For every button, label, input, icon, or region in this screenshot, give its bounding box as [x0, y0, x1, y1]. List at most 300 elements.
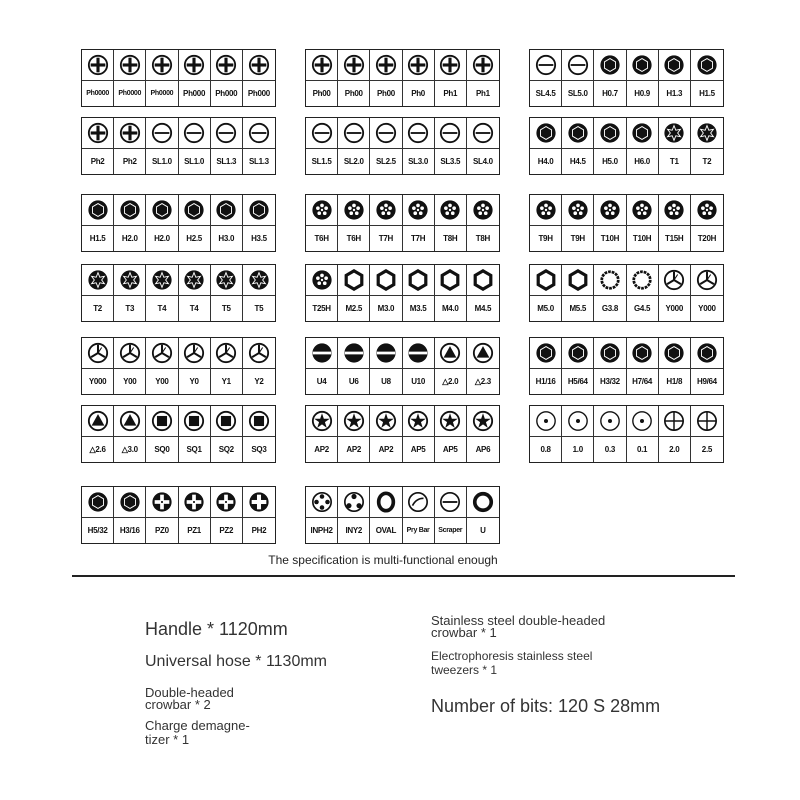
bit-label: △2.6 — [89, 445, 106, 454]
bit-label: G3.8 — [601, 304, 618, 313]
oval-icon — [370, 487, 401, 518]
bit-label: Ph000 — [215, 89, 238, 98]
bit-cell — [435, 406, 467, 462]
bit-label: AP2 — [378, 445, 394, 454]
bit-cell — [306, 118, 338, 174]
bit-cell — [82, 118, 114, 174]
triangle-icon — [435, 338, 466, 369]
bit-cell — [659, 118, 691, 174]
bit-cell — [370, 195, 402, 251]
bit-label: Ph1 — [443, 89, 458, 98]
bit-block — [305, 486, 500, 544]
bit-label: PZ2 — [219, 526, 234, 535]
bit-label: H1.5 — [89, 234, 106, 243]
hex-icon — [594, 50, 625, 81]
bit-block — [305, 405, 500, 463]
bit-cell — [659, 265, 691, 321]
torx-icon — [243, 265, 275, 296]
bit-cell — [467, 338, 499, 394]
square-icon — [243, 406, 275, 437]
bit-label: U4 — [316, 377, 327, 386]
bit-cell — [594, 50, 626, 106]
bit-cell — [82, 406, 114, 462]
bit-cell — [691, 338, 723, 394]
pozi-icon — [211, 487, 242, 518]
bit-cell — [659, 195, 691, 251]
bit-label: Ph00 — [376, 89, 395, 98]
torx-icon — [211, 265, 242, 296]
bit-label: H7/64 — [632, 377, 652, 386]
star-icon — [338, 406, 369, 437]
phillips-bold-icon — [243, 487, 275, 518]
bit-cell — [179, 50, 211, 106]
bit-cell — [627, 406, 659, 462]
spec-handle: Handle * 1120mm — [145, 619, 288, 639]
u-slot-icon — [370, 338, 401, 369]
phillips-icon — [306, 50, 337, 81]
bit-block — [81, 194, 276, 252]
phillips-icon — [114, 50, 145, 81]
hex-icon — [114, 487, 145, 518]
bit-block — [305, 264, 500, 322]
torx-hole-icon — [691, 195, 723, 226]
hex-icon — [562, 338, 593, 369]
triangle-icon — [467, 338, 499, 369]
bit-cell — [435, 338, 467, 394]
bit-cell — [179, 195, 211, 251]
bit-label: Y0 — [189, 377, 199, 386]
bit-label: 0.8 — [540, 445, 551, 454]
u-slot-icon — [306, 338, 337, 369]
bit-cell — [243, 50, 275, 106]
bit-cell — [146, 338, 178, 394]
bit-cell — [243, 487, 275, 543]
bit-label: M3.0 — [377, 304, 395, 313]
bit-label: G4.5 — [634, 304, 651, 313]
torx-icon — [146, 265, 177, 296]
magnet-ring-icon — [467, 487, 499, 518]
bit-block — [529, 405, 724, 463]
slot-icon — [179, 118, 210, 149]
bit-cell — [691, 118, 723, 174]
bit-label: T15H — [665, 234, 684, 243]
spec-universal-hose: Universal hose * 1130mm — [145, 653, 328, 670]
bit-cell — [211, 265, 243, 321]
bit-cell — [338, 487, 370, 543]
phillips-icon — [114, 118, 145, 149]
pry-bar-icon — [403, 487, 434, 518]
bit-label: Ph2 — [90, 157, 105, 166]
bit-cell — [338, 50, 370, 106]
bit-block — [81, 264, 276, 322]
bit-label: H0.9 — [634, 89, 650, 98]
bit-label: Pry Bar — [406, 527, 430, 534]
bit-cell — [403, 265, 435, 321]
bit-label: H1.5 — [699, 89, 715, 98]
bit-label: H0.7 — [602, 89, 618, 98]
bit-cell — [306, 195, 338, 251]
bit-label: U8 — [381, 377, 391, 386]
slot-icon — [370, 118, 401, 149]
bit-cell — [467, 50, 499, 106]
bit-cell — [627, 338, 659, 394]
hex-icon — [530, 118, 561, 149]
bit-label: SL2.0 — [343, 157, 364, 166]
bit-cell — [562, 195, 594, 251]
bit-cell — [243, 195, 275, 251]
bit-label: H2.0 — [121, 234, 138, 243]
bit-cell — [530, 118, 562, 174]
phillips-icon — [338, 50, 369, 81]
bit-block — [529, 337, 724, 395]
bit-label: PZ0 — [155, 526, 169, 535]
bit-cell — [562, 406, 594, 462]
hex-icon — [243, 195, 275, 226]
bit-label: SL4.0 — [472, 157, 493, 166]
hex-icon — [627, 50, 658, 81]
slot-icon — [146, 118, 177, 149]
bit-block — [81, 337, 276, 395]
star-icon — [306, 406, 337, 437]
bit-label: SQ2 — [218, 445, 234, 454]
bit-cell — [82, 50, 114, 106]
bit-cell — [691, 195, 723, 251]
bit-cell — [146, 406, 178, 462]
torx-hole-icon — [338, 195, 369, 226]
bit-label: H1/16 — [535, 377, 556, 386]
bit-label: OVAL — [375, 526, 397, 535]
bit-cell — [435, 265, 467, 321]
bit-label: M2.5 — [345, 304, 363, 313]
bit-label: T6H — [346, 234, 361, 243]
bit-cell — [403, 406, 435, 462]
phillips-icon — [82, 118, 113, 149]
spec-crowbar-line1: Double-headed — [145, 685, 234, 700]
bit-label: 0.3 — [604, 445, 616, 454]
hex-icon — [211, 195, 242, 226]
caption: The specification is multi-functional enough — [268, 553, 498, 567]
bit-label: M3.5 — [409, 304, 427, 313]
bit-label: T7H — [378, 234, 394, 243]
bit-cell — [435, 118, 467, 174]
bit-cell — [243, 406, 275, 462]
bit-label: Y1 — [221, 377, 231, 386]
bit-label: H3/32 — [599, 377, 620, 386]
bit-cell — [691, 50, 723, 106]
bit-label: T1 — [669, 157, 679, 166]
bit-cell — [82, 265, 114, 321]
bit-label: T25H — [312, 304, 331, 313]
bit-label: Y00 — [123, 377, 137, 386]
hex-ring-icon — [370, 265, 401, 296]
bit-cell — [306, 265, 338, 321]
bit-label: T10H — [632, 234, 652, 243]
spec-ss-crowbar-line2: crowbar * 1 — [431, 625, 497, 640]
tri-wing-icon — [691, 265, 723, 296]
divider-line — [72, 575, 735, 577]
bit-label: SL2.5 — [375, 157, 396, 166]
cross-thin-icon — [691, 406, 723, 437]
gear-ring-icon — [594, 265, 625, 296]
bit-label: H5/64 — [567, 377, 588, 386]
bit-cell — [467, 487, 499, 543]
spec-demagnetizer-line2: tizer * 1 — [145, 732, 190, 747]
bit-cell — [243, 265, 275, 321]
torx-hole-icon — [306, 195, 337, 226]
bit-label: H3/16 — [119, 526, 140, 535]
torx-icon — [82, 265, 113, 296]
bit-cell — [530, 195, 562, 251]
hex-icon — [82, 195, 113, 226]
bit-label: SL1.0 — [151, 157, 172, 166]
bit-cell — [594, 118, 626, 174]
hex-ring-icon — [435, 265, 466, 296]
bit-cell — [403, 50, 435, 106]
hex-icon — [179, 195, 210, 226]
tri-wing-icon — [243, 338, 275, 369]
torx-hole-icon — [467, 195, 499, 226]
torx-hole-icon — [627, 195, 658, 226]
bit-cell — [338, 338, 370, 394]
dot-icon — [627, 406, 658, 437]
hex-icon — [659, 338, 690, 369]
bit-label: SL3.0 — [408, 157, 428, 166]
bit-label: AP5 — [442, 445, 458, 454]
star-icon — [403, 406, 434, 437]
bit-cell — [467, 195, 499, 251]
bit-cell — [114, 487, 146, 543]
torx-hole-icon — [659, 195, 690, 226]
bit-label: H9/64 — [696, 377, 717, 386]
bit-label: AP2 — [346, 445, 362, 454]
bit-cell — [146, 118, 178, 174]
inner-y-icon — [338, 487, 369, 518]
scraper-icon — [435, 487, 466, 518]
bit-label: T8H — [443, 234, 458, 243]
bit-label: Y000 — [698, 304, 716, 313]
bit-label: Y00 — [155, 377, 169, 386]
bit-label: SL1.3 — [248, 157, 269, 166]
bit-label: T9H — [570, 234, 585, 243]
bit-cell — [594, 195, 626, 251]
bit-cell — [211, 118, 243, 174]
bit-label: H1.3 — [666, 89, 683, 98]
star-icon — [370, 406, 401, 437]
bit-label: M5.5 — [569, 304, 587, 313]
bit-label: Ph00 — [344, 89, 363, 98]
bit-cell — [403, 195, 435, 251]
bit-cell — [114, 50, 146, 106]
bit-label: Ph0000 — [118, 90, 142, 97]
torx-icon — [114, 265, 145, 296]
bit-label: SL1.3 — [216, 157, 237, 166]
bit-cell — [114, 118, 146, 174]
bit-cell — [467, 406, 499, 462]
bit-cell — [467, 265, 499, 321]
bit-label: SL1.5 — [311, 157, 332, 166]
triangle-icon — [114, 406, 145, 437]
bit-label: T8H — [475, 234, 491, 243]
torx-hole-icon — [530, 195, 561, 226]
hex-ring-icon — [338, 265, 369, 296]
hex-icon — [659, 50, 690, 81]
bit-cell — [530, 338, 562, 394]
triangle-icon — [82, 406, 113, 437]
tri-wing-icon — [179, 338, 210, 369]
bit-label: M4.5 — [474, 304, 492, 313]
bit-label: 0.1 — [636, 445, 648, 454]
bit-cell — [403, 487, 435, 543]
phillips-icon — [403, 50, 434, 81]
star-icon — [435, 406, 466, 437]
bit-label: T4 — [189, 304, 199, 313]
bit-cell — [114, 338, 146, 394]
bit-cell — [211, 406, 243, 462]
slot-icon — [403, 118, 434, 149]
phillips-icon — [179, 50, 210, 81]
bit-block — [305, 117, 500, 175]
bit-block — [529, 49, 724, 107]
bit-cell — [146, 50, 178, 106]
hex-ring-icon — [562, 265, 593, 296]
bit-label: T7H — [410, 234, 426, 243]
bit-cell — [114, 265, 146, 321]
hex-icon — [114, 195, 145, 226]
bit-label: △2.3 — [474, 377, 491, 386]
bit-cell — [594, 338, 626, 394]
bit-label: AP5 — [410, 445, 426, 454]
bit-cell — [659, 50, 691, 106]
inner-cross-icon — [306, 487, 337, 518]
bit-label: AP6 — [475, 445, 491, 454]
bit-cell — [627, 195, 659, 251]
torx-hole-icon — [594, 195, 625, 226]
hex-ring-icon — [467, 265, 499, 296]
slot-icon — [338, 118, 369, 149]
bit-label: T6H — [314, 234, 329, 243]
u-slot-icon — [338, 338, 369, 369]
bit-cell — [370, 487, 402, 543]
bit-block — [81, 49, 276, 107]
bit-cell — [435, 487, 467, 543]
tri-wing-icon — [146, 338, 177, 369]
bit-label: T2 — [702, 157, 712, 166]
bit-cell — [306, 50, 338, 106]
bit-cell — [114, 195, 146, 251]
cross-thin-icon — [659, 406, 690, 437]
dot-icon — [530, 406, 561, 437]
bit-label: H3.5 — [251, 234, 267, 243]
bit-label: U — [480, 526, 486, 535]
bit-block — [529, 117, 724, 175]
bit-label: Ph0000 — [150, 90, 174, 97]
bit-cell — [338, 118, 370, 174]
bit-cell — [243, 118, 275, 174]
slot-icon — [562, 50, 593, 81]
tri-wing-icon — [659, 265, 690, 296]
torx-icon — [659, 118, 690, 149]
bit-cell — [82, 195, 114, 251]
torx-icon — [691, 118, 723, 149]
bit-label: SL4.5 — [535, 89, 556, 98]
phillips-icon — [146, 50, 177, 81]
bit-cell — [562, 118, 594, 174]
bit-cell — [691, 265, 723, 321]
bit-cell — [243, 338, 275, 394]
bit-block — [81, 486, 276, 544]
bit-label: Y000 — [665, 304, 683, 313]
bit-block — [305, 194, 500, 252]
bit-cell — [306, 487, 338, 543]
hex-icon — [530, 338, 561, 369]
phillips-icon — [211, 50, 242, 81]
pozi-icon — [146, 487, 177, 518]
hex-icon — [146, 195, 177, 226]
hex-icon — [562, 118, 593, 149]
bit-label: U10 — [411, 377, 425, 386]
bit-block — [305, 337, 500, 395]
bit-label: H6.0 — [634, 157, 650, 166]
bit-label: 2.5 — [701, 445, 713, 454]
bit-label: PH2 — [251, 526, 267, 535]
square-icon — [179, 406, 210, 437]
bit-cell — [370, 338, 402, 394]
bit-cell — [211, 487, 243, 543]
bit-cell — [627, 50, 659, 106]
bit-label: AP2 — [314, 445, 329, 454]
hex-icon — [594, 118, 625, 149]
bit-cell — [530, 50, 562, 106]
bit-label: T2 — [93, 304, 102, 313]
bit-cell — [146, 195, 178, 251]
bit-cell — [594, 406, 626, 462]
bit-cell — [146, 265, 178, 321]
bit-cell — [562, 50, 594, 106]
bit-cell — [306, 406, 338, 462]
bit-label: M5.0 — [537, 304, 554, 313]
bit-label: T20H — [697, 234, 717, 243]
hex-icon — [594, 338, 625, 369]
bit-label: 1.0 — [572, 445, 583, 454]
slot-icon — [306, 118, 337, 149]
phillips-icon — [467, 50, 499, 81]
bit-cell — [82, 487, 114, 543]
slot-icon — [435, 118, 466, 149]
torx-hole-icon — [435, 195, 466, 226]
bit-cell — [370, 118, 402, 174]
spec-ss-crowbar-line1: Stainless steel double-headed — [431, 613, 606, 628]
tri-wing-icon — [114, 338, 145, 369]
bit-block — [81, 405, 276, 463]
tri-wing-icon — [82, 338, 113, 369]
bit-label: SQ3 — [251, 445, 267, 454]
hex-icon — [691, 50, 723, 81]
bit-cell — [467, 118, 499, 174]
bit-label: U6 — [348, 377, 359, 386]
bit-label: M4.0 — [441, 304, 459, 313]
bit-cell — [530, 265, 562, 321]
spec-tweezers-line2: tweezers * 1 — [431, 663, 498, 677]
bit-cell — [659, 406, 691, 462]
bit-label: T9H — [538, 234, 553, 243]
slot-icon — [530, 50, 561, 81]
bit-cell — [562, 338, 594, 394]
bit-cell — [659, 338, 691, 394]
bit-cell — [114, 406, 146, 462]
phillips-icon — [370, 50, 401, 81]
bit-cell — [370, 265, 402, 321]
bit-label: T10H — [600, 234, 620, 243]
